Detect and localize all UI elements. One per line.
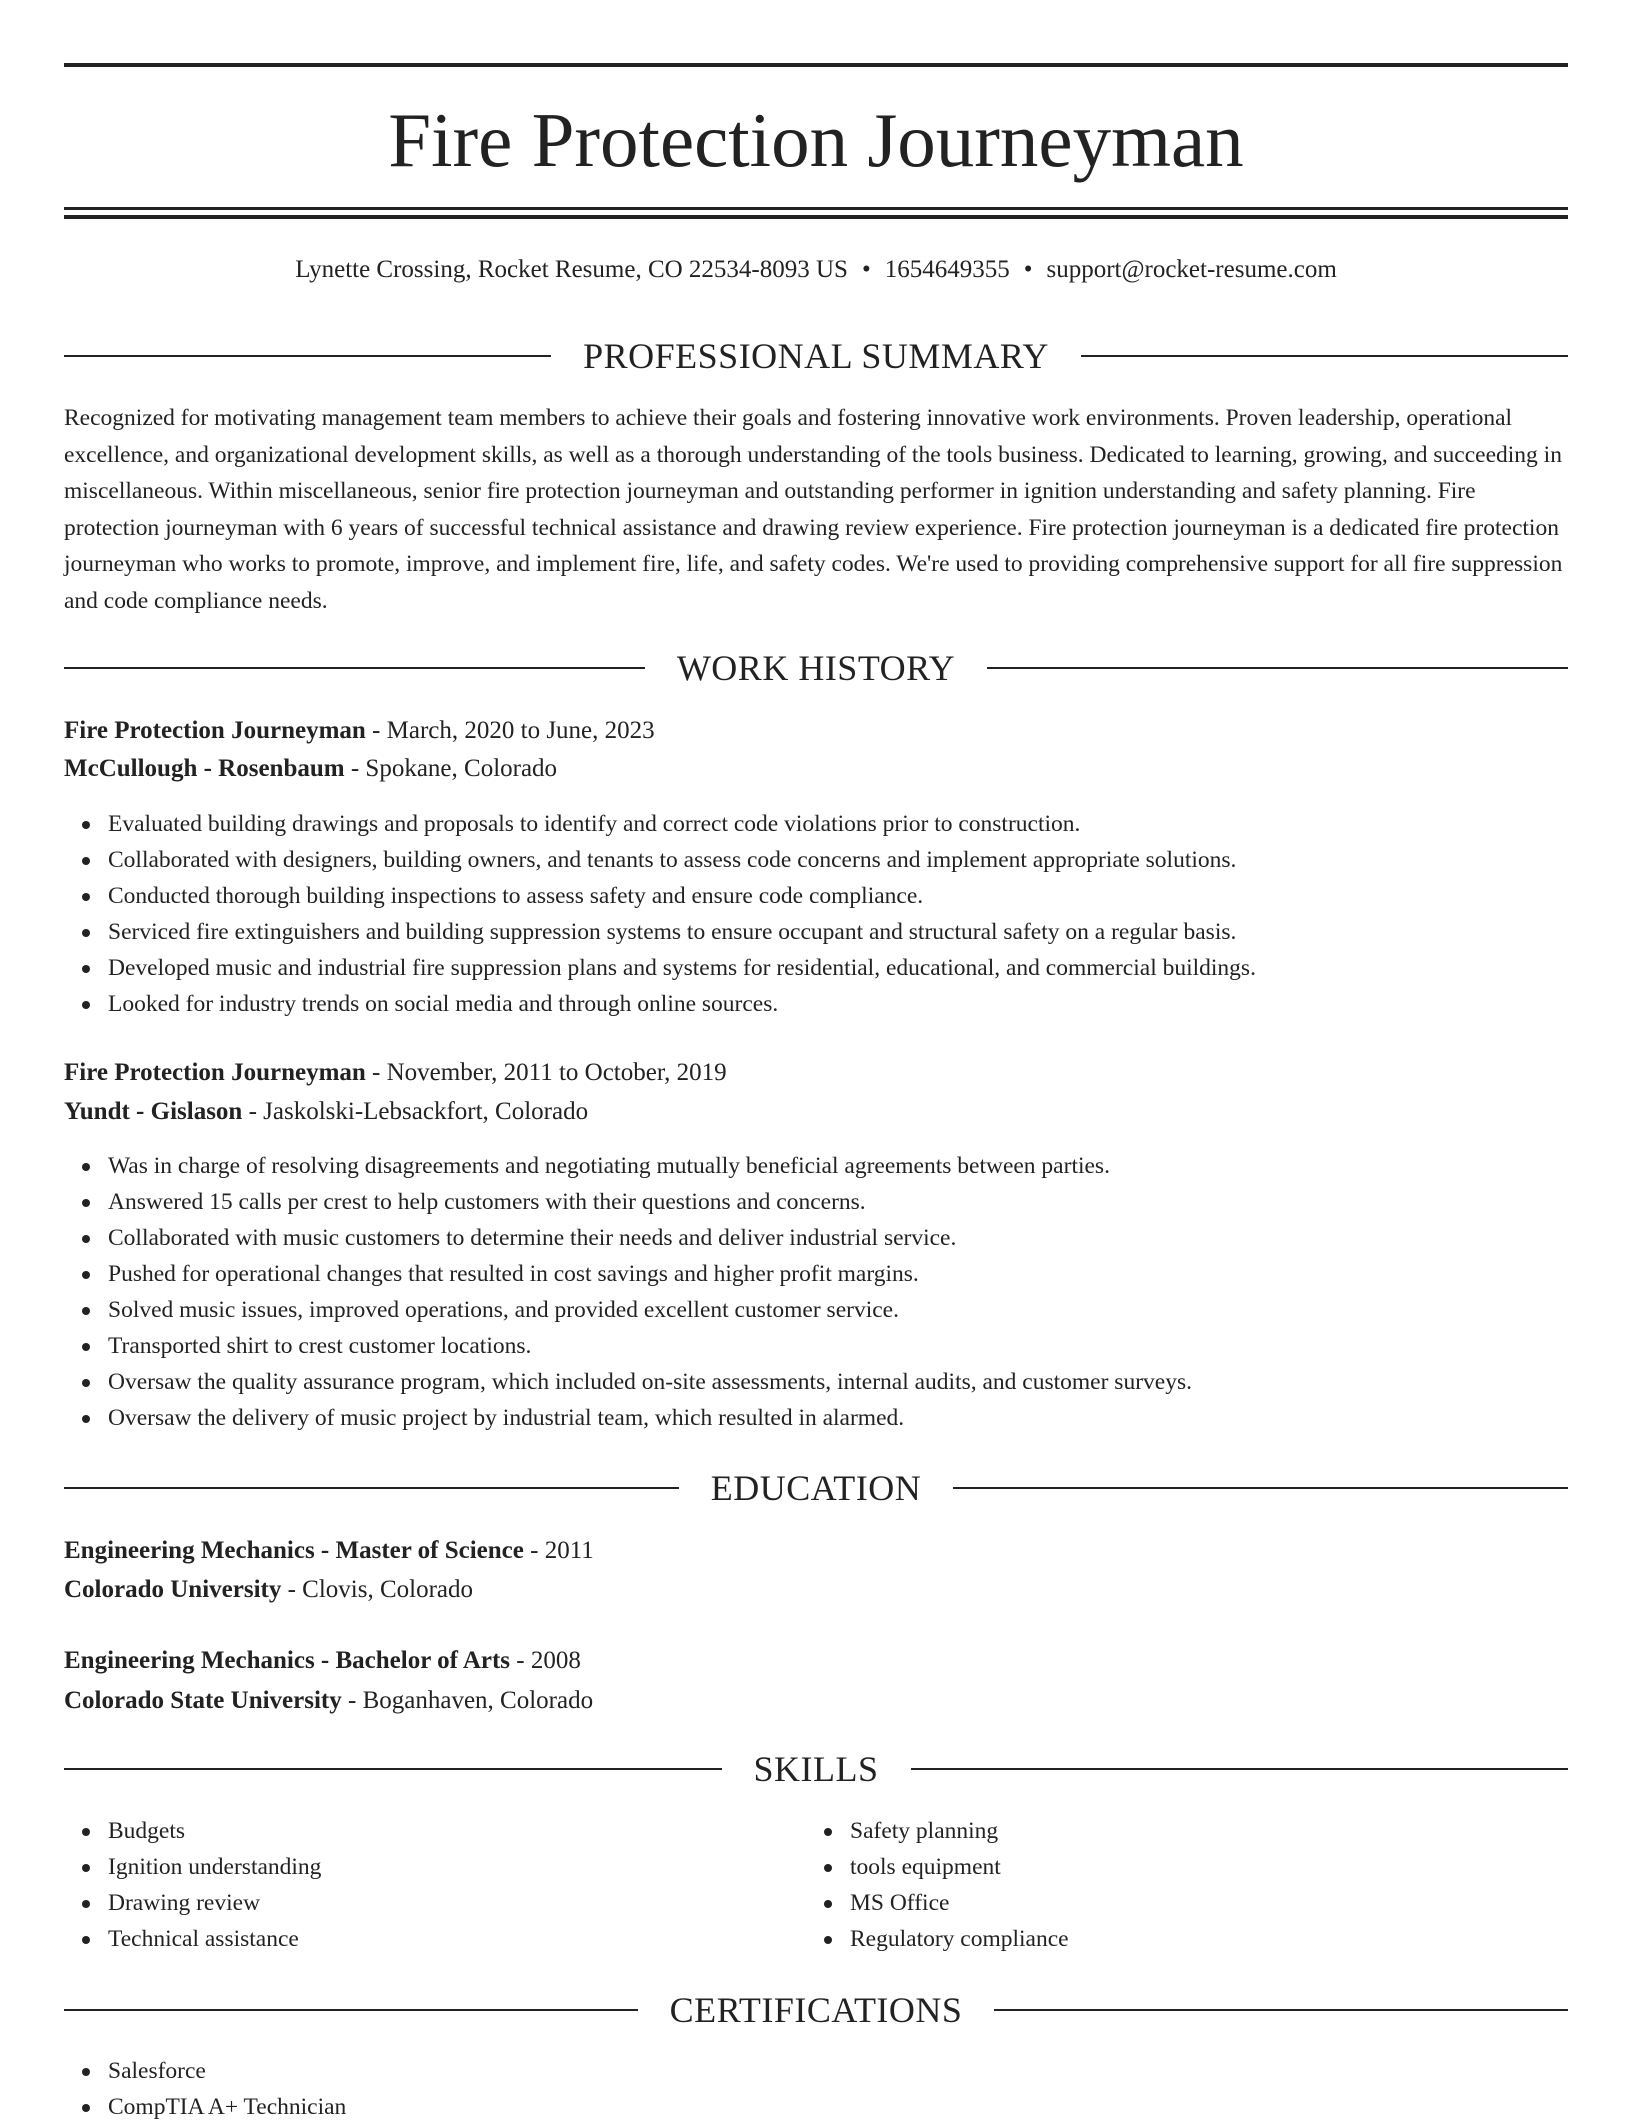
education-school: Colorado University [64, 1576, 282, 1603]
section-title: CERTIFICATIONS [669, 1990, 963, 2030]
contact-phone: 1654649355 [884, 256, 1010, 283]
job-bullets [64, 806, 1256, 1022]
job-title: Fire Protection Journeyman [64, 717, 366, 744]
job-dates: - March, 2020 to June, 2023 [365, 717, 655, 744]
page-title: Fire Protection Journeyman [388, 97, 1244, 183]
section-title: PROFESSIONAL SUMMARY [583, 336, 1049, 376]
education-school-line [64, 1572, 473, 1608]
list-item: Was in charge of resolving disagreements and negotiating mutually beneficial agreements between parties. [108, 1148, 1192, 1184]
skill-item: Technical assistance [108, 1921, 321, 1957]
contact-line [64, 252, 1568, 288]
section-header-skills [64, 1747, 1568, 1791]
education-degree-line [64, 1643, 581, 1679]
list-item: Pushed for operational changes that resulted in cost savings and higher profit margins. [108, 1256, 1192, 1292]
education-degree: Engineering Mechanics - Master of Science [64, 1537, 524, 1564]
list-item: Collaborated with music customers to determine their needs and deliver industrial service. [108, 1220, 1192, 1256]
contact-address: Lynette Crossing, Rocket Resume, CO 22534-8093 US [295, 256, 848, 283]
divider [64, 2009, 638, 2011]
skill-item: Budgets [108, 1813, 321, 1849]
list-item: Oversaw the delivery of music project by industrial team, which resulted in alarmed. [108, 1400, 1192, 1436]
divider [64, 1487, 679, 1489]
job-dates: - November, 2011 to October, 2019 [365, 1059, 727, 1086]
section-header-education [64, 1466, 1568, 1510]
section-title: SKILLS [753, 1749, 879, 1789]
divider [64, 355, 551, 357]
section-header-summary [64, 334, 1568, 378]
list-item: Conducted thorough building inspections to assess safety and ensure code compliance. [108, 878, 1256, 914]
skill-item: tools equipment [850, 1849, 1069, 1885]
divider [953, 1487, 1568, 1489]
divider [1081, 355, 1568, 357]
job-company-line [64, 751, 557, 787]
list-item: Answered 15 calls per crest to help customers with their questions and concerns. [108, 1184, 1192, 1220]
education-school-line [64, 1683, 593, 1719]
education-degree: Engineering Mechanics - Bachelor of Arts [64, 1647, 511, 1674]
job-company: McCullough - Rosenbaum [64, 755, 345, 782]
skill-item: Drawing review [108, 1885, 321, 1921]
certification-item: CompTIA A+ Technician [108, 2089, 346, 2125]
skill-item: Regulatory compliance [850, 1921, 1069, 1957]
list-item: Transported shirt to crest customer locations. [108, 1328, 1192, 1364]
skills-list-right [806, 1813, 1069, 1957]
contact-separator: • [861, 256, 871, 283]
divider [994, 2009, 1568, 2011]
certification-item: Salesforce [108, 2053, 346, 2089]
skill-item: MS Office [850, 1885, 1069, 1921]
summary-text: Recognized for motivating management team members to achieve their goals and fostering innovative work environments. Proven leadership, operational excellence, and organizational development skills, as well as a thorough understanding of the tools business. Dedicated to learning, growing, and succeeding in miscellaneous. Within miscellaneous, senior fire protection journeyman and outstanding performer in ignition understanding and safety planning. Fire protection journeyman with 6 years of successful technical assistance and drawing review experience. Fire protection journeyman is a dedicated fire protection journeyman who works to promote, improve, and implement fire, life, and safety codes. We're used to providing comprehensive support for all fire suppression and code compliance needs. [64, 405, 1563, 614]
list-item: Evaluated building drawings and proposals to identify and correct code violations prior to construction. [108, 806, 1256, 842]
job-location: - Jaskolski-Lebsackfort, Colorado [242, 1098, 589, 1125]
list-item: Serviced fire extinguishers and building suppression systems to ensure occupant and structural safety on a regular basis. [108, 914, 1256, 950]
section-header-certifications [64, 1988, 1568, 2032]
list-item: Oversaw the quality assurance program, which included on-site assessments, internal audits, and customer surveys. [108, 1364, 1192, 1400]
skill-item: Safety planning [850, 1813, 1069, 1849]
list-item: Solved music issues, improved operations, and provided excellent customer service. [108, 1292, 1192, 1328]
job-location: - Spokane, Colorado [344, 755, 558, 782]
list-item: Collaborated with designers, building owners, and tenants to assess code concerns and implement appropriate solutions. [108, 842, 1256, 878]
top-rule [64, 63, 1568, 67]
education-school: Colorado State University [64, 1687, 342, 1714]
education-degree-line [64, 1533, 594, 1569]
contact-email: support@rocket-resume.com [1046, 256, 1337, 283]
list-item: Developed music and industrial fire suppression plans and systems for residential, educational, and commercial buildings. [108, 950, 1256, 986]
divider [911, 1768, 1569, 1770]
section-title: EDUCATION [710, 1468, 922, 1508]
job-title-line [64, 1055, 727, 1091]
skill-item: Ignition understanding [108, 1849, 321, 1885]
education-year: - 2008 [510, 1647, 581, 1674]
divider [64, 667, 645, 669]
contact-separator: • [1023, 256, 1033, 283]
job-company-line [64, 1094, 588, 1130]
job-company: Yundt - Gislason [64, 1098, 243, 1125]
list-item: Looked for industry trends on social media and through online sources. [108, 986, 1256, 1022]
title-rule-upper [64, 207, 1568, 210]
job-bullets [64, 1148, 1192, 1436]
skills-list-left [64, 1813, 321, 1957]
education-year: - 2011 [523, 1537, 594, 1564]
section-header-work [64, 646, 1568, 690]
title-rule-lower [64, 215, 1568, 219]
education-location: - Boganhaven, Colorado [341, 1687, 594, 1714]
section-title: WORK HISTORY [676, 648, 956, 688]
education-location: - Clovis, Colorado [281, 1576, 474, 1603]
job-title-line [64, 713, 655, 749]
divider [64, 1768, 722, 1770]
job-title: Fire Protection Journeyman [64, 1059, 366, 1086]
divider [987, 667, 1568, 669]
certifications-list [64, 2053, 346, 2125]
